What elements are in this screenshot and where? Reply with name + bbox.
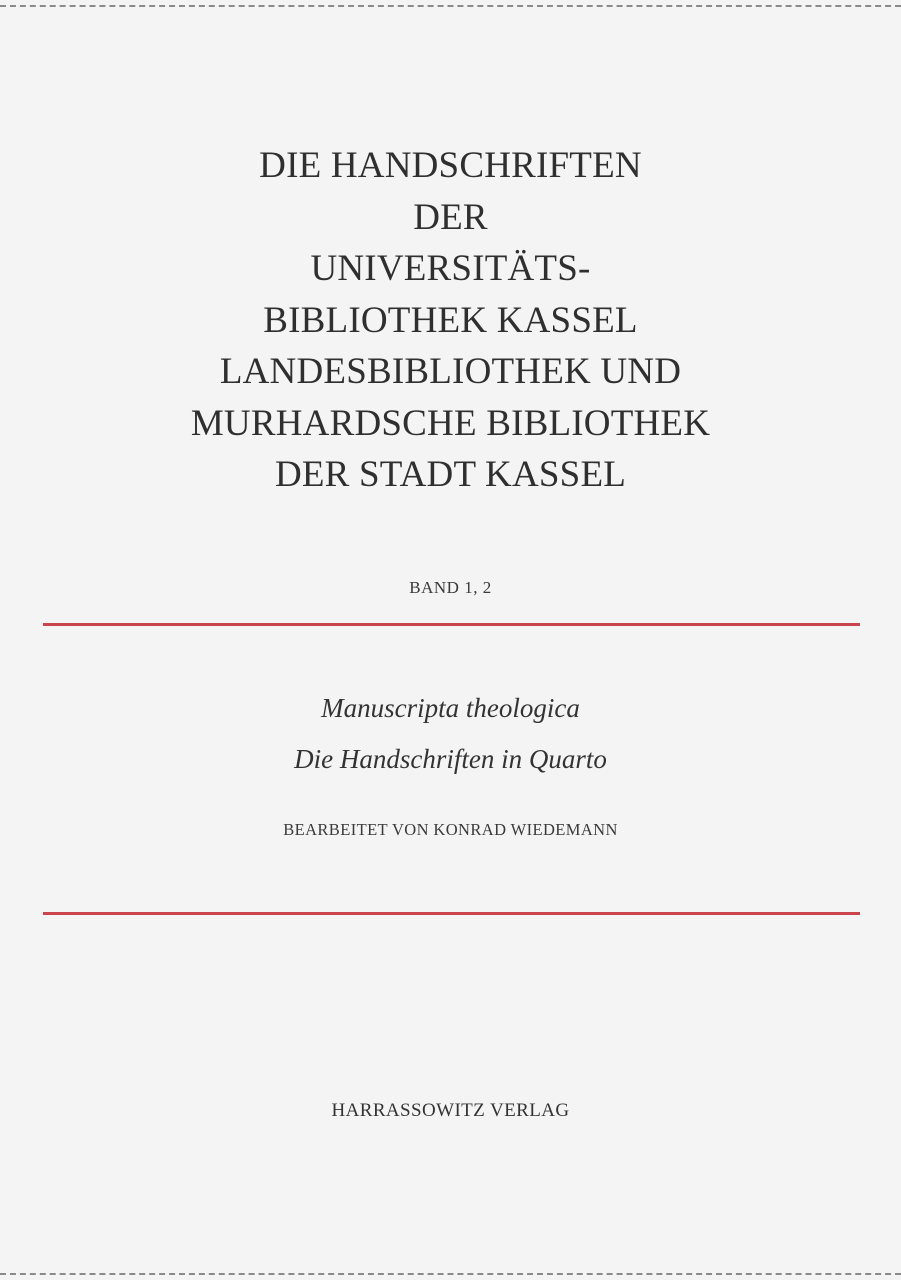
top-dashed-border	[0, 5, 901, 7]
subtitle-line: Manuscripta theologica	[321, 693, 580, 723]
bottom-dashed-border	[0, 1273, 901, 1275]
title-line: BIBLIOTHEK KASSEL	[263, 299, 638, 341]
title-line: DER	[413, 196, 488, 238]
title-line: DER STADT KASSEL	[274, 454, 627, 495]
title-line: LANDESBIBLIOTHEK UND	[219, 351, 682, 392]
title-line: DIE HANDSCHRIFTEN	[259, 145, 642, 186]
editor-credit: BEARBEITET VON KONRAD WIEDEMANN	[283, 820, 618, 839]
publisher-name: HARRASSOWITZ VERLAG	[331, 1100, 570, 1121]
title-line: UNIVERSITÄTS-	[310, 248, 591, 289]
volume-subtitle	[0, 683, 901, 785]
bottom-red-rule	[43, 912, 860, 915]
subtitle-line: Die Handschriften in Quarto	[294, 744, 607, 774]
title-line: MURHARDSCHE BIBLIOTHEK	[190, 402, 711, 444]
series-title	[0, 140, 901, 501]
top-red-rule	[43, 623, 860, 626]
volume-number: BAND 1, 2	[409, 578, 492, 597]
